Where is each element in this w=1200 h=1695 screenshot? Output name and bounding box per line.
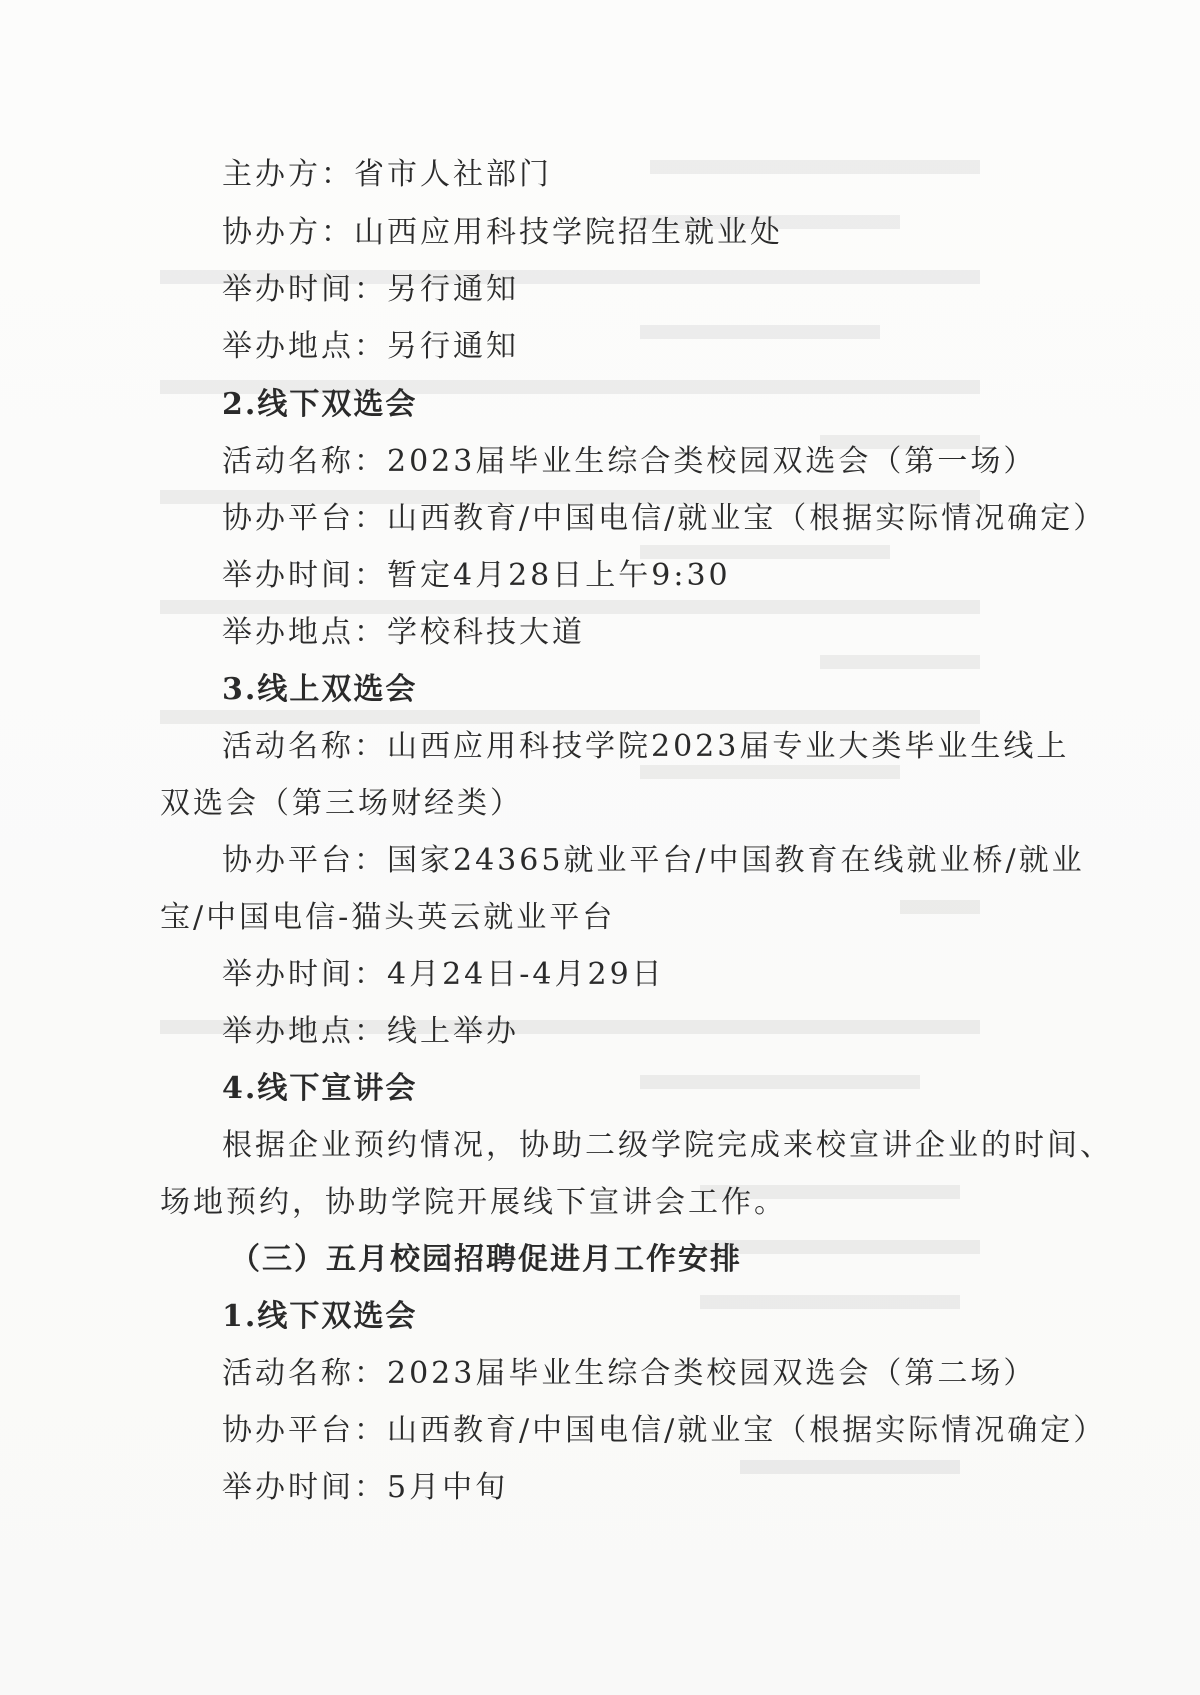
section-heading-may-plan: （三）五月校园招聘促进月工作安排 [230,1242,742,1277]
co-platform-line: 协办平台：山西教育/中国电信/就业宝（根据实际情况确定） [222,501,1107,536]
organizer-line: 主办方：省市人社部门 [222,157,552,192]
event-name-line: 活动名称：2023届毕业生综合类校园双选会（第二场） [222,1356,1037,1391]
event-time-line: 举办时间：4月24日-4月29日 [222,957,665,992]
event-name-continuation: 双选会（第三场财经类） [160,786,523,821]
event-name-line: 活动名称：山西应用科技学院2023届专业大类毕业生线上 [222,729,1070,764]
co-organizer-line: 协办方：山西应用科技学院招生就业处 [222,215,783,250]
event-place-line: 举办地点：另行通知 [222,329,519,364]
paragraph-continuation: 场地预约，协助学院开展线下宣讲会工作。 [160,1185,787,1220]
event-time-line: 举办时间：5月中旬 [222,1470,509,1505]
section-heading-presentation: 4.线下宣讲会 [222,1071,418,1106]
co-platform-line: 协办平台：山西教育/中国电信/就业宝（根据实际情况确定） [222,1413,1107,1448]
section-heading-offline-fair-may: 1.线下双选会 [222,1299,418,1334]
event-name-line: 活动名称：2023届毕业生综合类校园双选会（第一场） [222,444,1037,479]
section-heading-offline-fair: 2.线下双选会 [222,387,418,422]
event-place-line: 举办地点：线上举办 [222,1014,519,1049]
paragraph-line: 根据企业预约情况，协助二级学院完成来校宣讲企业的时间、 [222,1128,1113,1163]
event-time-line: 举办时间：暂定4月28日上午9:30 [222,558,731,593]
co-platform-continuation: 宝/中国电信-猫头英云就业平台 [160,900,616,935]
event-time-line: 举办时间：另行通知 [222,272,519,307]
event-place-line: 举办地点：学校科技大道 [222,615,585,650]
section-heading-online-fair: 3.线上双选会 [222,672,418,707]
co-platform-line: 协办平台：国家24365就业平台/中国教育在线就业桥/就业 [222,843,1085,878]
